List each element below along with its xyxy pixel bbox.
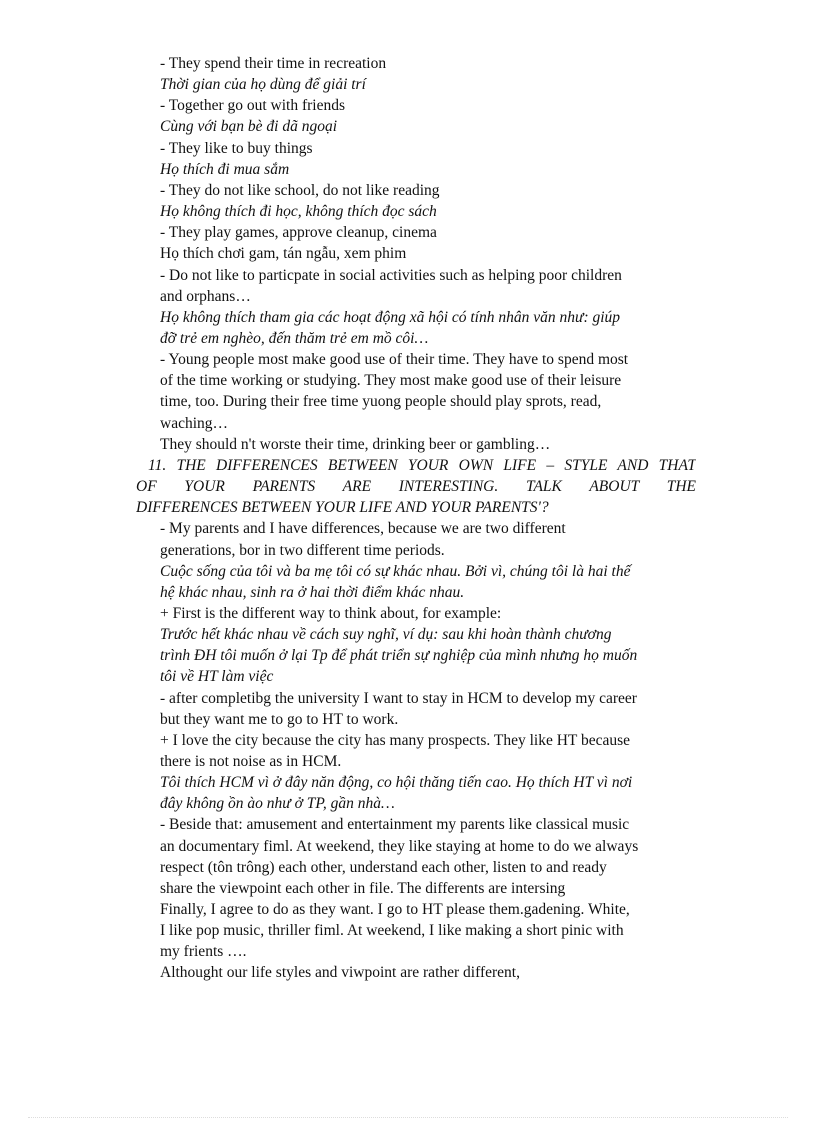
vietnamese-translation-line: Tôi thích HCM vì ở đây năn động, co hội thăng tiến cao. Họ thích HT vì nơi [160, 774, 633, 792]
vietnamese-translation-line: Trước hết khác nhau về cách suy nghĩ, ví dụ: sau khi hoàn thành chương [160, 626, 612, 643]
english-text-line: - Beside that: amusement and entertainment my parents like classical music [160, 816, 630, 834]
vietnamese-translation-line: hệ khác nhau, sinh ra ở hai thời điểm khác nhau. [160, 583, 465, 601]
english-text-line: - My parents and I have differences, because we are two different [160, 520, 566, 538]
page-bottom-divider [28, 1117, 788, 1118]
vietnamese-translation-line: tôi về HT làm việc [160, 668, 274, 686]
english-text-line: there is not noise as in HCM. [160, 752, 342, 770]
english-text-line: Họ thích chơi gam, tán ngẫu, xem phim [160, 245, 407, 263]
vietnamese-translation-line: trình ĐH tôi muốn ở lại Tp để phát triển sự nghiệp của mình nhưng họ muốn [160, 647, 638, 665]
english-text-line: my frients …. [160, 943, 247, 961]
english-text-line: - Young people most make good use of their time. They have to spend most [160, 351, 629, 369]
question-heading-line: DIFFERENCES BETWEEN YOUR LIFE AND YOUR PARENTS'? [136, 499, 549, 517]
question-heading-line: 11. THE DIFFERENCES BETWEEN YOUR OWN LIFE – STYLE AND THAT [148, 456, 696, 474]
english-text-line: time, too. During their free time yuong people should play sprots, read, [160, 393, 602, 411]
english-text-line: - Together go out with friends [160, 97, 346, 115]
english-text-line: - They like to buy things [160, 139, 313, 157]
english-text-line: - They do not like school, do not like reading [160, 181, 440, 199]
vietnamese-translation-line: Họ thích đi mua sắm [160, 160, 290, 178]
english-text-line: respect (tôn trông) each other, understand each other, listen to and ready [160, 858, 607, 876]
english-text-line: generations, bor in two different time periods. [160, 541, 445, 559]
english-text-line: an documentary fiml. At weekend, they like staying at home to do we always [160, 837, 639, 855]
english-text-line: I like pop music, thriller fiml. At weekend, I like making a short pinic with [160, 922, 624, 940]
question-heading-line: OF YOUR PARENTS ARE INTERESTING. TALK ABOUT THE [136, 478, 696, 495]
english-text-line: - Do not like to particpate in social activities such as helping poor children [160, 266, 622, 284]
vietnamese-translation-line: Họ không thích tham gia các hoạt động xã hội có tính nhân văn như: giúp [160, 308, 621, 326]
english-text-line: - after completibg the university I want to stay in HCM to develop my career [160, 689, 637, 707]
english-text-line: Althought our life styles and viwpoint are rather different, [160, 964, 520, 982]
vietnamese-translation-line: Cùng với bạn bè đi dã ngoại [160, 118, 338, 136]
vietnamese-translation-line: Thời gian của họ dùng để giải trí [160, 76, 366, 94]
english-text-line: and orphans… [160, 287, 251, 305]
english-text-line: + I love the city because the city has many prospects. They like HT because [160, 731, 631, 749]
english-text-line: of the time working or studying. They most make good use of their leisure [160, 372, 622, 390]
english-text-line: - They play games, approve cleanup, cinema [160, 224, 437, 242]
english-text-line: - They spend their time in recreation [160, 55, 387, 72]
english-text-line: waching… [160, 414, 229, 432]
english-text-line: share the viewpoint each other in file. The differents are intersing [160, 879, 566, 897]
english-text-line: but they want me to go to HT to work. [160, 710, 399, 728]
english-text-line: + First is the different way to think about, for example: [160, 604, 502, 622]
vietnamese-translation-line: Cuộc sống của tôi và ba mẹ tôi có sự khác nhau. Bởi vì, chúng tôi là hai thế [160, 562, 631, 580]
english-text-line: They should n't worste their time, drinking beer or gambling… [160, 435, 551, 453]
vietnamese-translation-line: đỡ trẻ em nghèo, đến thăm trẻ em mồ côi… [160, 329, 429, 347]
vietnamese-translation-line: đây không ồn ào như ở TP, gần nhà… [160, 795, 395, 813]
vietnamese-translation-line: Họ không thích đi học, không thích đọc sách [160, 203, 437, 220]
english-text-line: Finally, I agree to do as they want. I go to HT please them.gadening. White, [160, 901, 630, 918]
